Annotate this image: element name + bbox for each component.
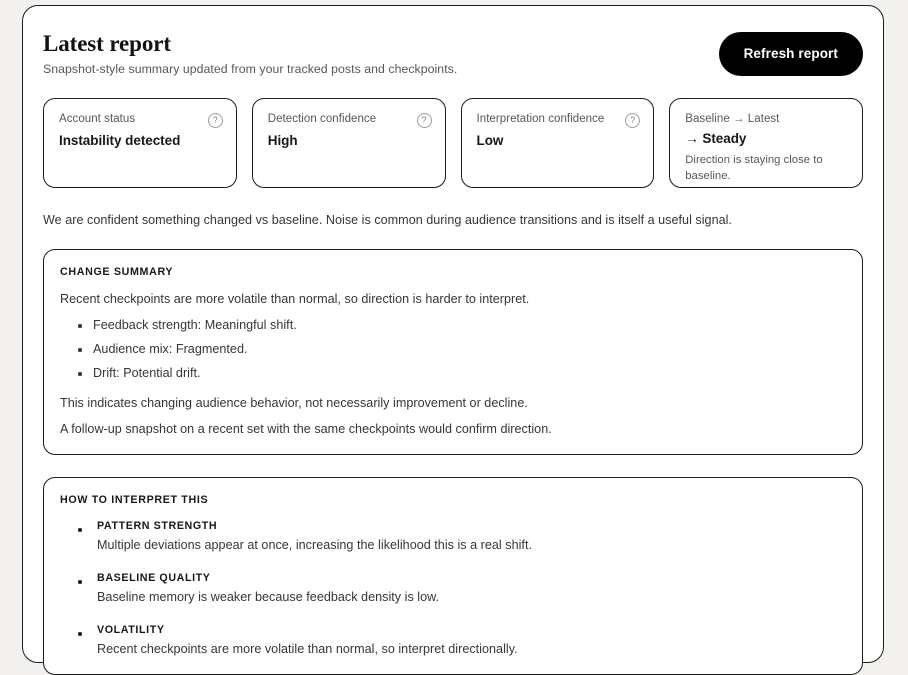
interpret-description: Baseline memory is weaker because feedback density is low.: [97, 590, 440, 604]
metric-card-detection-confidence: [252, 98, 446, 188]
metric-card-account-status: [43, 98, 237, 188]
latest-report-card: [22, 5, 884, 663]
how-to-interpret-list: [60, 520, 846, 656]
report-header-text: [43, 30, 457, 76]
metric-card-baseline-latest: [669, 98, 863, 188]
metric-note: Direction is staying close to baseline.: [685, 154, 823, 182]
change-summary-intro: Recent checkpoints are more volatile than normal, so direction is harder to interpret.: [60, 292, 530, 306]
question-mark-circle-icon[interactable]: ?: [208, 113, 223, 128]
how-to-interpret-panel: [43, 477, 863, 675]
change-summary-closing-first: This indicates changing audience behavior, not necessarily improvement or decline.: [60, 396, 528, 410]
metric-label: Detection confidence: [267, 113, 377, 125]
metric-card-row: [41, 98, 865, 188]
metric-value: Instability detected: [59, 133, 181, 148]
question-mark-circle-icon[interactable]: ?: [417, 113, 432, 128]
metric-card-header: [685, 112, 849, 126]
list-item: Drift: Potential drift.: [78, 366, 846, 380]
metric-value: → Steady: [685, 131, 747, 147]
metric-value: High: [267, 133, 298, 148]
change-summary-closing-second: A follow-up snapshot on a recent set with the same checkpoints would confirm direction.: [60, 422, 552, 436]
metric-card-header: [268, 112, 432, 128]
metric-label: Baseline → Latest: [685, 113, 780, 125]
how-to-interpret-heading: HOW TO INTERPRET THIS: [60, 494, 209, 506]
change-summary-bullet-list: [60, 318, 846, 380]
metric-card-header: [477, 112, 641, 128]
refresh-report-button[interactable]: Refresh report: [719, 32, 863, 76]
interpret-description: Multiple deviations appear at once, increasing the likelihood this is a real shift.: [97, 538, 532, 552]
interpret-term: VOLATILITY: [97, 624, 165, 636]
list-item: [78, 624, 846, 656]
page-title: Latest report: [43, 31, 171, 56]
metric-label: Interpretation confidence: [476, 113, 605, 125]
interpret-term: BASELINE QUALITY: [97, 572, 211, 584]
list-item: Audience mix: Fragmented.: [78, 342, 846, 356]
metric-value: Low: [476, 133, 504, 148]
list-item: Feedback strength: Meaningful shift.: [78, 318, 846, 332]
list-item: [78, 572, 846, 604]
interpret-description: Recent checkpoints are more volatile than normal, so interpret directionally.: [97, 642, 518, 656]
page-subtitle: Snapshot-style summary updated from your tracked posts and checkpoints.: [43, 62, 458, 76]
interpret-term: PATTERN STRENGTH: [97, 520, 218, 532]
report-lead-text: We are confident something changed vs baseline. Noise is common during audience transitions and is itself a useful signal.: [43, 213, 732, 227]
report-header: [41, 30, 865, 76]
metric-card-header: [59, 112, 223, 128]
metric-label: Account status: [59, 113, 136, 125]
list-item: [78, 520, 846, 552]
metric-card-interpretation-confidence: [461, 98, 655, 188]
change-summary-panel: [43, 249, 863, 455]
question-mark-circle-icon[interactable]: ?: [625, 113, 640, 128]
change-summary-heading: CHANGE SUMMARY: [60, 266, 174, 278]
